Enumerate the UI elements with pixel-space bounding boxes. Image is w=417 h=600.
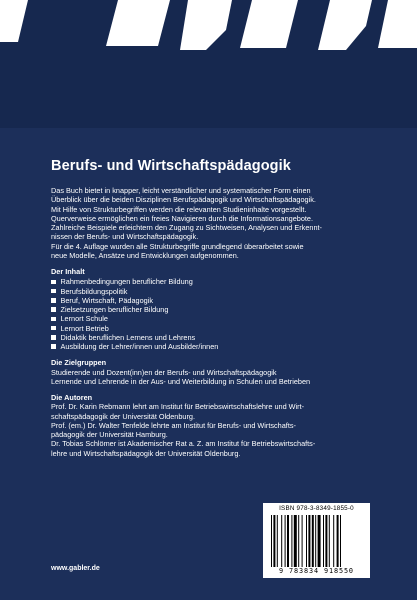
autoren-heading: Die Autoren (51, 393, 93, 402)
autoren-line: Prof. Dr. Karin Rebmann lehrt am Institut für Betriebswirtschaftslehre und Wirt- (51, 402, 305, 412)
intro-line: neue Modelle, Ansätze und Entwicklungen aufgenommen. (51, 250, 239, 260)
list-item (51, 324, 381, 333)
bullet-square-icon (51, 317, 56, 322)
bullet-square-icon (51, 280, 56, 285)
bullet-square-icon (51, 326, 56, 331)
intro-line: Zahlreiche Beispiele erleichtern den Zugang zu Sichtweisen, Analysen und Erkennt- (51, 223, 322, 232)
bullet-square-icon (51, 335, 56, 340)
list-item (51, 305, 381, 314)
bullet-square-icon (51, 344, 56, 349)
autoren-line: pädagogik der Universität Hamburg. (51, 430, 168, 439)
bullet-square-icon (51, 289, 56, 294)
zielgruppen-line: Lernende und Lehrende in der Aus- und Weiterbildung in Schulen und Betrieben (51, 376, 311, 386)
barcode-digits: 9 783834 918550 (279, 567, 354, 575)
list-item-label: Rahmenbedingungen beruflicher Bildung (60, 277, 193, 287)
list-item-label: Didaktik beruflichen Lernens und Lehrens (60, 332, 196, 342)
zielgruppen-line: Studierende und Dozent(inn)en der Berufs- und Wirtschaftspädagogik (51, 367, 277, 377)
list-item-label: Ausbildung der Lehrer/innen und Ausbilder/innen (60, 342, 219, 351)
logo-shape-graphic (0, 0, 417, 128)
list-item-label: Berufsbildungspolitik (60, 286, 128, 296)
intro-line: Querverweise ermöglichen ein freies Navigieren durch die Informationsangebote. (51, 213, 314, 223)
intro-line: Überblick über die beiden Disziplinen Berufspädagogik und Wirtschaftspädagogik. (51, 195, 316, 205)
zielgruppen-heading: Die Zielgruppen (51, 358, 107, 368)
intro-line: nissen der Berufs- und Wirtschaftspädagogik. (51, 232, 199, 242)
inhalt-heading: Der Inhalt (51, 267, 85, 276)
list-item-label: Zielsetzungen beruflicher Bildung (60, 305, 169, 314)
list-item (51, 342, 381, 351)
bullet-square-icon (51, 298, 56, 303)
inhalt-list (51, 277, 381, 351)
isbn-barcode-box (263, 503, 370, 578)
bullet-square-icon (51, 307, 56, 312)
list-item (51, 314, 381, 323)
book-title: Berufs- und Wirtschaftspädagogik (51, 158, 291, 174)
list-item-label: Beruf, Wirtschaft, Pädagogik (60, 295, 153, 305)
intro-line: Mit Hilfe von Strukturbegriffen werden die relevanten Studieninhalte vorgestellt. (51, 204, 307, 214)
list-item-label: Lernort Schule (60, 314, 108, 324)
list-item (51, 296, 381, 305)
autoren-line: schaftspädagogik der Universität Oldenburg. (51, 411, 195, 421)
intro-paragraph (51, 186, 381, 260)
barcode-graphic (269, 515, 364, 567)
publisher-url: www.gabler.de (51, 565, 100, 572)
intro-line: Das Buch bietet in knapper, leicht verständlicher und systematischer Form einen (51, 186, 311, 195)
autoren-line: Dr. Tobias Schlömer ist Akademischer Rat a. Z. am Institut für Betriebswirtschafts- (51, 439, 316, 449)
intro-line: Für die 4. Auflage wurden alle Strukturbegriffe grundlegend überarbeitet sowie (51, 241, 304, 251)
list-item (51, 287, 381, 296)
list-item (51, 277, 381, 286)
list-item (51, 333, 381, 342)
isbn-label: ISBN 978-3-8349-1855-0 (279, 505, 354, 512)
autoren-line: lehre und Wirtschaftspädagogik der Universität Oldenburg. (51, 448, 241, 458)
list-item-label: Lernort Betrieb (60, 323, 109, 333)
cover-graphic-band (0, 0, 417, 128)
autoren-line: Prof. (em.) Dr. Walter Tenfelde lehrte am Institut für Berufs- und Wirtschafts- (51, 420, 296, 430)
back-cover-text (51, 186, 381, 458)
